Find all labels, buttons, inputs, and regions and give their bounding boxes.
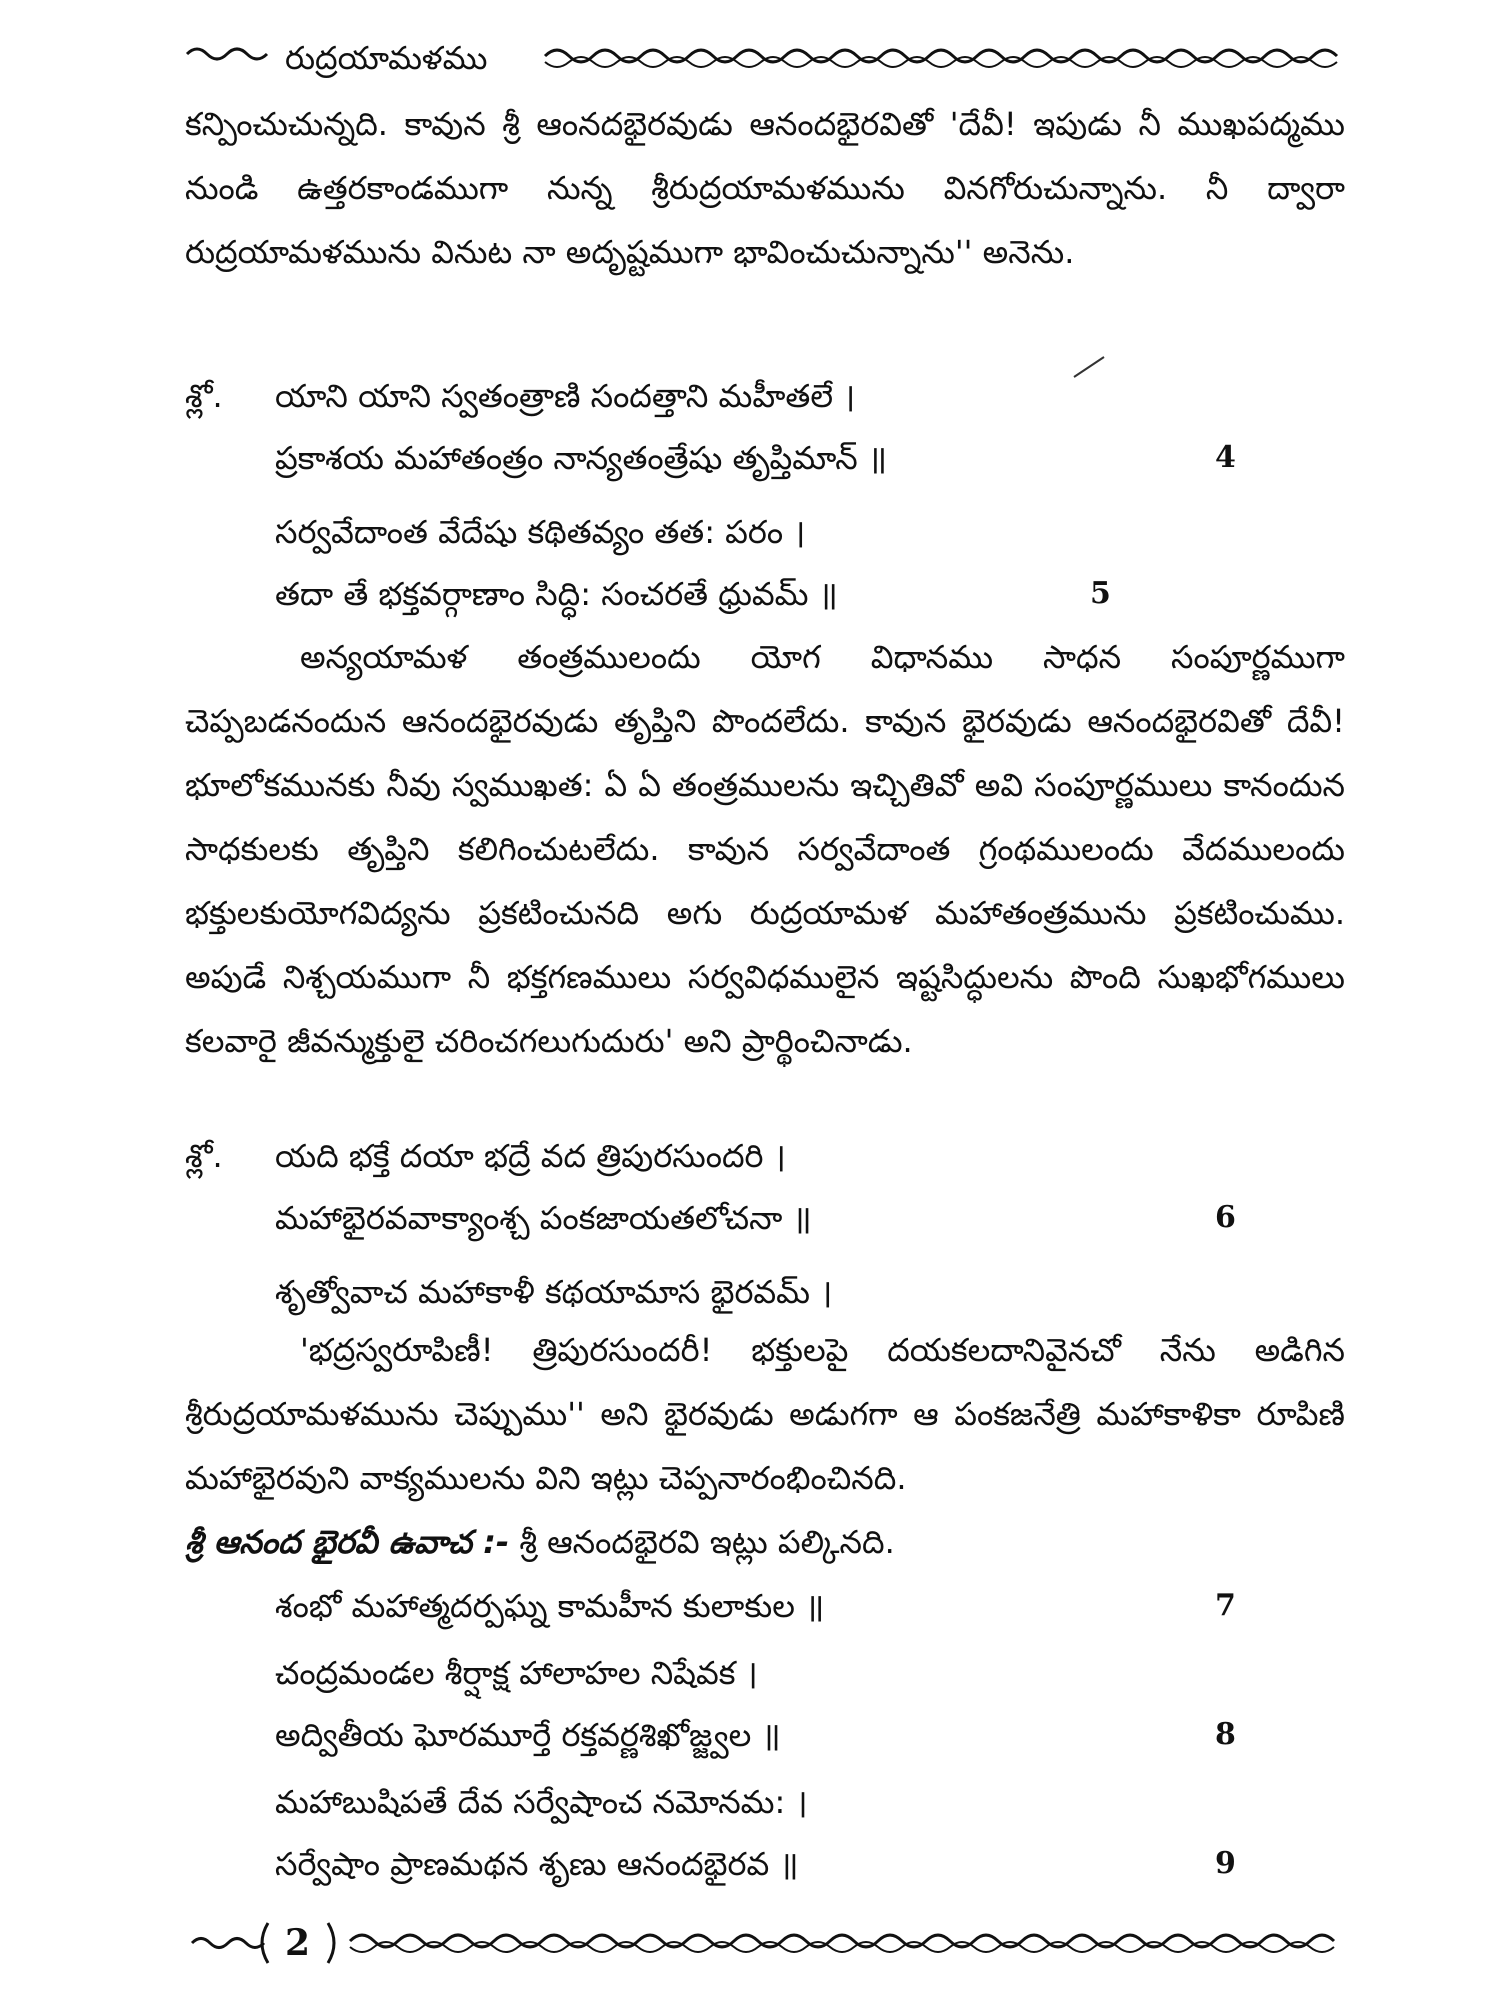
sloka-block-3: [185, 1575, 1345, 1895]
verse-line: [185, 501, 1345, 563]
verse-text: యది భక్తే దయా భద్రే వద త్రిపురసుందరి ।: [275, 1137, 786, 1175]
paragraph-2: అన్యయామళ తంత్రములందు యోగ విధానము సాధన సంపూర్ణముగా చెప్పబడనందున ఆనందభైరవుడు తృప్తిని పొందలేదు. కావున భైరవుడు ఆనందభైరవితో దేవీ! భూలోకమునకు నీవు స్వముఖత: ఏ ఏ తంత్రములను ఇచ్చితివో అవి సంపూర్ణములు కానందున సాధకులకు తృప్తిని కలిగించుటలేదు. కావున సర్వవేదాంత గ్రంథములందు వేదములందు భక్తులకుయోగవిద్యను ప్రకటించునది అగు రుద్రయామళ మహాతంత్రమును ప్రకటించుము. అపుడే నిశ్చయముగా నీ భక్తగణములు సర్వవిధములైన ఇష్టసిద్ధులను పొంది సుఖభోగములు కలవారై జీవన్ముక్తులై చరించగలుగుదురు' అని ప్రార్థించినాడు.: [185, 638, 1345, 1060]
running-header: [185, 30, 1345, 90]
verse-number: 7: [1215, 1588, 1236, 1623]
verse-text: ప్రకాశయ మహాతంత్రం నాన్యతంత్రేషు తృప్తిమాన్ ॥: [275, 439, 888, 477]
paragraph-3: 'భద్రస్వరూపిణీ! త్రిపురసుందరీ! భక్తులపై దయకలదానివైనచో నేను అడిగిన శ్రీరుద్రయామళమును చెప్పుము'' అని భైరవుడు అడుగగా ఆ పంకజనేత్రి మహాకాళికా రూపిణి మహాభైరవుని వాక్యములను విని ఇట్లు చెప్పనారంభించినది.: [185, 1331, 1345, 1497]
verse-line: [185, 427, 1345, 489]
sloka-block-1: [185, 365, 1345, 625]
verse-line: [185, 1771, 1345, 1833]
verse-line: [185, 1187, 1345, 1249]
verse-number: 4: [1215, 440, 1236, 475]
verse-text: సర్వవేదాంత వేదేషు కథితవ్యం తత: పరం ।: [275, 513, 806, 551]
sloka-block-2: [185, 1125, 1345, 1323]
speaker-text: శ్రీ ఆనందభైరవి ఇట్లు పల్కినది.: [519, 1523, 895, 1561]
verse-number: 8: [1215, 1717, 1236, 1752]
verse-line: [185, 1575, 1345, 1637]
verse-text: తదా తే భక్తవర్గాణాం సిద్ధి: సంచరతే ధ్రువమ్ ॥: [275, 575, 838, 613]
verse-line: [185, 1642, 1345, 1704]
verse-text: అద్వితీయ ఘోరమూర్తే రక్తవర్ణశిఖోజ్జ్వల ॥: [275, 1716, 781, 1754]
page-number: 2: [285, 1922, 311, 1964]
verse-line: [185, 1125, 1345, 1187]
verse-text: సర్వేషాం ప్రాణమథన శృణు ఆనందభైరవ ॥: [275, 1845, 799, 1883]
verse-line: [185, 563, 1345, 625]
verse-number: 6: [1215, 1200, 1236, 1235]
speaker-line: [185, 1510, 1345, 1574]
paragraph-1: కన్పించుచున్నది. కావున శ్రీ ఆంనదభైరవుడు ఆనందభైరవితో 'దేవీ! ఇపుడు నీ ముఖపద్మము నుండి ఉత్తరకాండముగా నున్న శ్రీరుద్రయామళమును వినగోరుచున్నాను. నీ ద్వారా రుద్రయామళమును వినుట నా అదృష్టముగా భావించుచున్నాను'' అనెను.: [185, 105, 1345, 271]
verse-text: మహాభైరవవాక్యాంశ్చ పంకజాయతలోచనా ॥: [275, 1199, 812, 1237]
speaker-heading: శ్రీ ఆనంద భైరవీ ఉవాచ :-: [185, 1523, 510, 1561]
verse-text: చంద్రమండల శీర్షాక్ష హాలాహల నిషేవక ।: [275, 1654, 758, 1692]
verse-line: [185, 1261, 1345, 1323]
verse-line: [185, 365, 1345, 427]
sloka-label: శ్లో.: [185, 377, 223, 415]
verse-text: శంభో మహాత్మదర్పఘ్న కామహీన కులాకుల ॥: [275, 1587, 825, 1625]
verse-line: [185, 1704, 1345, 1766]
verse-number: 5: [1090, 576, 1111, 611]
sloka-label: శ్లో.: [185, 1137, 223, 1175]
verse-line: [185, 1833, 1345, 1895]
running-header-title: రుద్రయామళము: [285, 39, 488, 77]
verse-text: యాని యాని స్వతంత్రాణి సందత్తాని మహీతలే ।: [275, 377, 856, 415]
verse-text: మహాబుషిపతే దేవ సర్వేషాంచ నమోనమ: ।: [275, 1783, 808, 1821]
verse-text: శృత్వోవాచ మహాకాళీ కథయామాస భైరవమ్ ।: [275, 1273, 833, 1311]
verse-number: 9: [1215, 1846, 1236, 1881]
page-footer: [190, 1915, 1350, 1975]
footer-ornament: [190, 1915, 1350, 1975]
